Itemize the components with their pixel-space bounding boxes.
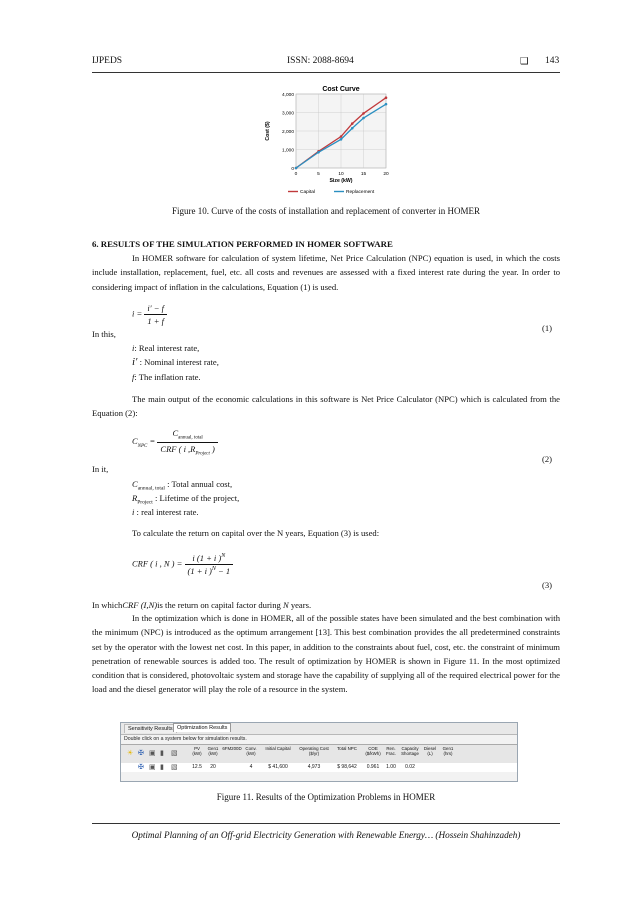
data-point [385,96,388,99]
column-header[interactable]: Total NPC [337,746,357,751]
table-cell: $ 98,642 [337,764,357,770]
data-point [317,151,320,154]
eq1-numerator: i′ − f [144,303,167,315]
def-nominal-interest: i′ : Nominal interest rate, [132,356,219,368]
paragraph-3: To calculate the return on capital over the N years, Equation (3) is used: [132,528,380,538]
data-point [351,127,354,130]
table-header [121,744,517,764]
section-heading: 6. RESULTS OF THE SIMULATION PERFORMED IN HOMER SOFTWARE [92,239,393,249]
generator-icon: ▣ [149,764,156,771]
y-axis-label: Cost ($) [265,121,271,141]
paragraph-2: The main output of the economic calculations in this software is Net Price Calculator (NPC) which is calculated from the Equation (2): [92,394,560,419]
column-header[interactable]: Ren. Frac. [385,746,396,756]
column-header[interactable]: Conv. (kW) [245,746,257,756]
data-point [385,103,388,106]
column-header[interactable]: COE ($/kWh) [365,746,381,756]
battery-icon: ▮ [160,750,164,757]
battery-icon: ▮ [160,764,164,771]
chart-title: Cost Curve [322,86,360,93]
column-header[interactable]: Initial Capital [265,746,291,751]
in-this-label: In this, [92,329,116,339]
wind-turbine-icon: ✠ [138,750,144,757]
table-row[interactable] [121,763,517,772]
x-tick-label: 0 [294,172,298,177]
equation-3: CRF ( i , N ) = $\frac{i (1 + i )^N}{(1 + i )^N - 1}$ [132,553,233,576]
data-point [295,167,298,170]
equation-1: i = $\frac{i' - f}{1 + f}$ [132,303,167,326]
page-number: 143 [545,56,560,66]
eq2-number: (2) [542,454,553,464]
eq1-lhs: i [132,308,135,319]
equation-2: $C_{NPC}$ = $\frac{C_{annual, total}}{CRF ( i ,R_{Project} )}$ [132,428,218,456]
table-cell: 20 [210,764,216,770]
column-header[interactable]: Operating Cost ($/yr) [299,746,329,756]
table-cell: 0.02 [405,764,415,770]
x-tick-label: 5 [317,172,320,177]
footer-text: Optimal Planning of an Off-grid Electricity Generation with Renewable Energy… (Hossein Shahinzadeh) [131,830,521,840]
y-tick-label: 1,000 [281,148,294,154]
data-point [351,122,354,125]
tab-optimization-results[interactable]: Optimization Results [173,723,231,732]
generator-icon: ▣ [149,750,156,757]
eq1-number: (1) [542,323,553,333]
cost-curve-chart [262,82,396,198]
data-point [340,138,343,141]
data-point [362,112,365,115]
paragraph-1: In HOMER software for calculation of system lifetime, Net Price Calculation (NPC) equation is used, in which the costs include installation, replacement, fuel, etc. all costs and revenues are assessed with a fixed interest rate during the year. In order to considering impact of inflation in the calculations, Equation (1) is used. [92,253,560,292]
legend-entry: Replacement [346,190,375,195]
x-tick-label: 15 [360,172,367,177]
y-tick-label: 0 [291,167,294,172]
tab-bar [121,723,517,735]
tab-sensitivity-results[interactable]: Sensitivity Results [124,724,177,733]
figure11-caption: Figure 11. Results of the Optimization Problems in HOMER [216,792,436,802]
header-rule [92,72,560,73]
def-real-interest: i: Real interest rate, [132,343,200,353]
y-tick-label: 4,000 [281,93,294,98]
column-header[interactable]: 6FM200D [222,746,242,751]
def-project-lifetime: $R_{Project}$ : Lifetime of the project, [132,493,240,506]
x-tick-label: 20 [383,172,389,177]
paragraph-5: In the optimization which is done in HOMER, all of the possible states have been simulated and the best combination with the minimum (NPC) is introduced as the optimum arrangement [13]. This best combination provides the all predetermined constraints set by the operator with the lowest net cost. In this paper, in addition to the constraints about fuel, cost, etc. the constraint of minimum penetration of renewable sources is added too. The result of optimization by HOMER is shown in Figure 11. In the most optimized condition that is considered, photovoltaic system and storage have the capability of supplying all of the required electrical power for the load and the diesel generator will play the role of a resource in the system. [92,613,560,695]
y-tick-label: 3,000 [281,111,294,117]
converter-icon: ▧ [171,750,178,757]
wind-turbine-icon: ✠ [138,764,144,771]
x-tick-label: 10 [338,172,344,177]
column-header[interactable]: Diesel (L) [423,746,437,756]
column-header[interactable]: PV (kW) [192,746,202,756]
issn: ISSN: 2088-8694 [287,56,354,66]
def-inflation: f: The inflation rate. [132,372,201,382]
x-axis-label: Size (kW) [329,178,353,184]
instruction-text: Double click on a system below for simulation results. [124,736,247,742]
column-header[interactable]: Gen1 (hrs) [442,746,454,756]
figure10-chart [262,82,396,198]
box-icon: ❑ [520,57,529,67]
table-cell: 4,973 [307,764,321,770]
in-it-label: In it, [92,464,109,474]
legend-entry: Capital [300,190,315,195]
journal-name: IJPEDS [92,56,123,66]
column-header[interactable]: Gen1 (kW) [207,746,219,756]
paragraph-4: In whichCRF (I,N)is the return on capital factor during N years. [92,600,312,610]
converter-icon: ▧ [171,764,178,771]
data-point [340,135,343,138]
figure10-caption: Figure 10. Curve of the costs of installation and replacement of converter in HOMER [172,206,480,216]
column-header[interactable]: Capacity Shortage [401,746,419,756]
y-tick-label: 2,000 [281,130,294,135]
table-cell: 4 [249,764,253,770]
eq3-number: (3) [542,580,553,590]
data-point [362,117,365,120]
sun-icon: ☀ [127,750,134,757]
table-cell: 1.00 [386,764,396,770]
table-cell: $ 41,600 [268,764,288,770]
table-cell: 12.5 [192,764,202,770]
footer-rule [92,823,560,824]
def-annual-cost: $C_{annual, total}$ : Total annual cost, [132,479,233,492]
table-cell: 0.961 [366,764,380,770]
eq1-denominator: 1 + f [147,316,164,326]
def-real-rate: i : real interest rate. [132,507,199,517]
optimization-results-window [120,722,518,782]
